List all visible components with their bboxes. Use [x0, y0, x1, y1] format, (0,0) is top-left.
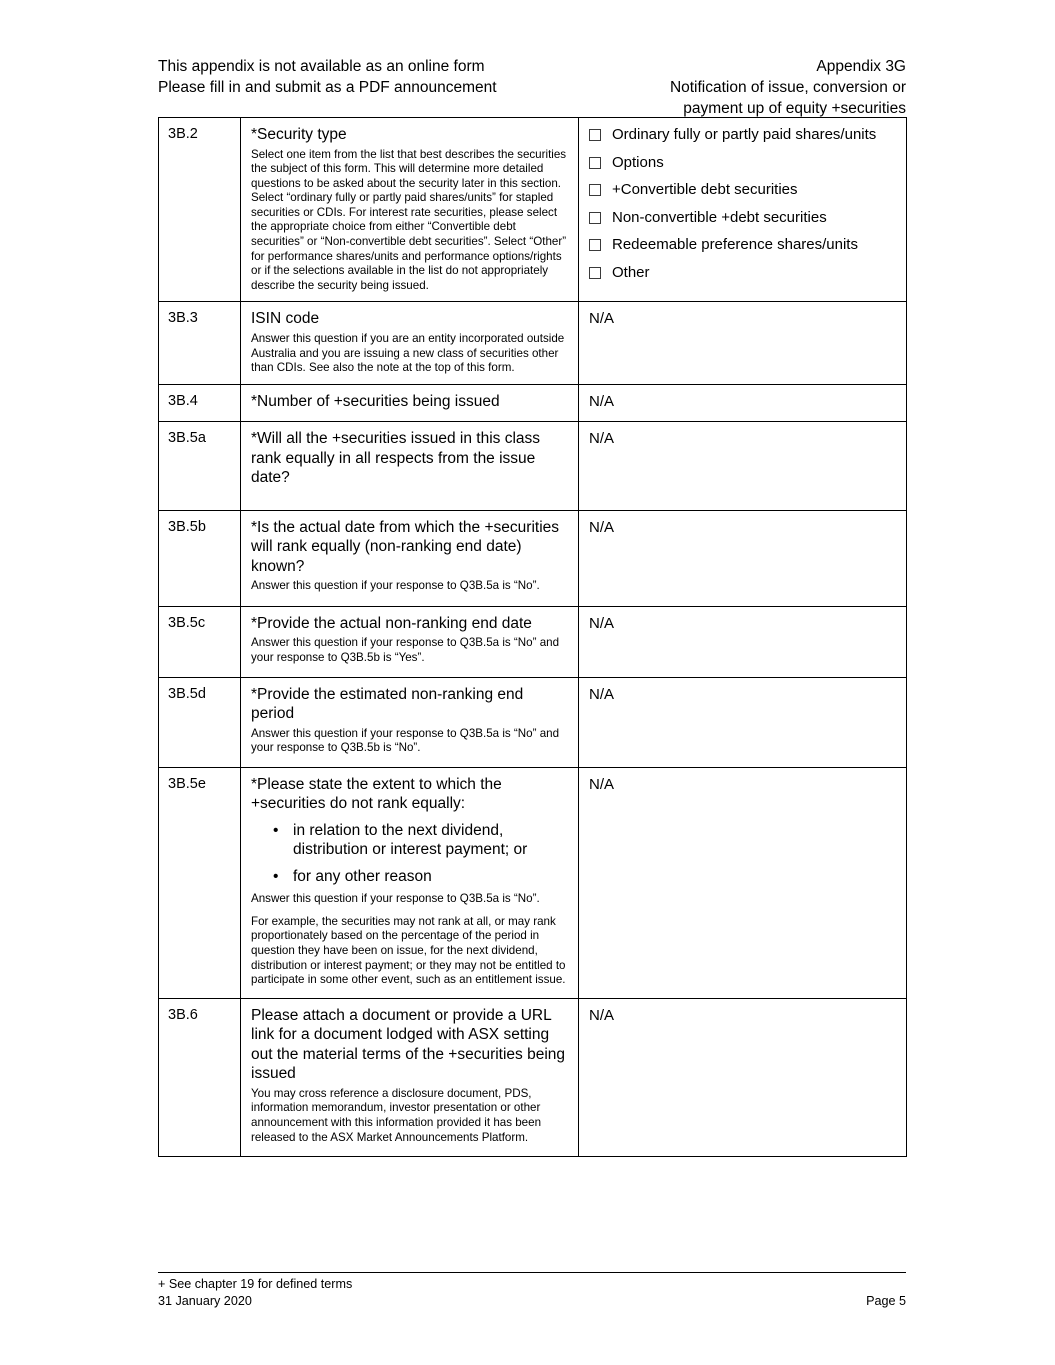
option-label: Ordinary fully or partly paid shares/units	[612, 126, 877, 143]
option-label: +Convertible debt securities	[612, 181, 798, 198]
row-ref: 3B.5b	[168, 518, 206, 535]
answer-value: N/A	[589, 518, 615, 536]
bullet-item	[273, 867, 570, 887]
checkbox-icon[interactable]	[589, 212, 601, 224]
question-title: *Will all the +securities issued in this class rank equally in all respects from the issue date?	[251, 430, 541, 487]
form-table	[158, 117, 907, 1157]
row-question-cell	[241, 606, 579, 677]
row-ref-cell	[159, 422, 241, 511]
question-note-secondary: For example, the securities may not rank at all, or may rank proportionately based on the percentage of the period in question they have been on issue, for the next dividend, distribution or interest payment; or they may not be entitled to participate in some other event, such as an entitlement issue.	[251, 914, 566, 987]
header-right-line2: Notification of issue, conversion or	[669, 79, 906, 96]
row-ref-cell	[159, 767, 241, 998]
row-ref: 3B.5c	[168, 614, 206, 631]
table-row	[159, 677, 907, 767]
table-row	[159, 510, 907, 606]
row-ref: 3B.3	[168, 310, 198, 327]
row-answer-cell[interactable]	[579, 118, 907, 302]
option-row[interactable]	[589, 153, 898, 172]
question-title: ISIN code	[251, 310, 320, 328]
answer-value: N/A	[589, 685, 615, 703]
document-header	[158, 56, 906, 119]
row-answer-cell[interactable]	[579, 422, 907, 511]
row-answer-cell[interactable]	[579, 302, 907, 384]
row-answer-cell[interactable]	[579, 384, 907, 422]
table-row	[159, 302, 907, 384]
footer-line-2	[158, 1293, 906, 1310]
question-title: *Provide the estimated non-ranking end period	[251, 685, 524, 722]
question-note: Answer this question if you are an entity incorporated outside Australia and you are issuing a new class of securities other than CDIs. See also the note at the top of this form.	[251, 331, 565, 375]
row-ref: 3B.6	[168, 1006, 198, 1023]
table-row	[159, 422, 907, 511]
row-ref-cell	[159, 302, 241, 384]
question-note: You may cross reference a disclosure document, PDS, information memorandum, investor presentation or other announcement with this information provided it has been released to the ASX Market Announcements Platform.	[251, 1086, 542, 1144]
table-row	[159, 998, 907, 1156]
header-left-block	[158, 56, 497, 98]
table-row	[159, 384, 907, 422]
row-ref: 3B.5e	[168, 775, 206, 792]
row-ref-cell	[159, 118, 241, 302]
row-ref-cell	[159, 510, 241, 606]
row-question-cell	[241, 422, 579, 511]
row-ref: 3B.4	[168, 392, 198, 409]
table-row	[159, 606, 907, 677]
bullet-dot-icon: •	[273, 821, 279, 839]
row-answer-cell[interactable]	[579, 767, 907, 998]
checkbox-icon[interactable]	[589, 267, 601, 279]
question-title: *Is the actual date from which the +securities will rank equally (non-ranking end date) known?	[251, 518, 560, 575]
footer-date: 31 January 2020	[158, 1294, 252, 1308]
row-answer-cell[interactable]	[579, 677, 907, 767]
checkbox-icon[interactable]	[589, 184, 601, 196]
question-note: Answer this question if your response to Q3B.5a is “No”.	[251, 579, 540, 593]
row-question-cell	[241, 384, 579, 422]
appendix-title: Appendix 3G	[816, 58, 906, 75]
answer-value: N/A	[589, 310, 615, 328]
row-answer-cell[interactable]	[579, 606, 907, 677]
page-number: Page 5	[866, 1294, 906, 1308]
row-ref: 3B.5d	[168, 685, 206, 702]
header-left-line2: Please fill in and submit as a PDF announcement	[158, 79, 497, 96]
row-question-cell	[241, 302, 579, 384]
question-title: *Provide the actual non-ranking end date	[251, 614, 532, 632]
row-ref-cell	[159, 606, 241, 677]
row-ref-cell	[159, 384, 241, 422]
option-label: Redeemable preference shares/units	[612, 236, 858, 253]
row-answer-cell[interactable]	[579, 510, 907, 606]
defined-terms-note: + See chapter 19 for defined terms	[158, 1277, 353, 1291]
option-row[interactable]	[589, 235, 898, 254]
row-ref-cell	[159, 677, 241, 767]
row-question-cell	[241, 510, 579, 606]
bullet-item	[273, 821, 570, 860]
option-row[interactable]	[589, 263, 898, 282]
option-label: Options	[612, 153, 664, 171]
question-bullet-list	[251, 821, 570, 887]
security-type-option-list	[589, 125, 898, 282]
row-question-cell	[241, 767, 579, 998]
question-note: Select one item from the list that best describes the securities the subject of this form. This will determine more detailed questions to be asked about the security later in this section. Select “ordinary fully or partly paid shares/units” for stapled securities or CDIs. For interest rate securities, please select the appropriate choice from either “Convertible debt securities” or “Non-convertible debt securities”. Select “Other” for performance shares/units and performance options/rights or if the selections available in the list do not appropriately describe the security being issued.	[251, 147, 567, 292]
answer-value: N/A	[589, 775, 615, 793]
row-question-cell	[241, 118, 579, 302]
header-right-line3: payment up of equity +securities	[683, 100, 906, 117]
row-question-cell	[241, 677, 579, 767]
checkbox-icon[interactable]	[589, 239, 601, 251]
option-label: Other	[612, 263, 650, 281]
option-row[interactable]	[589, 208, 898, 227]
bullet-text: for any other reason	[293, 867, 432, 885]
answer-value: N/A	[589, 430, 615, 448]
option-row[interactable]	[589, 125, 898, 144]
question-title: *Security type	[251, 126, 347, 143]
option-row[interactable]	[589, 180, 898, 199]
question-note: Answer this question if your response to Q3B.5a is “No” and your response to Q3B.5b is “No”.	[251, 726, 560, 755]
header-right-block	[670, 56, 906, 119]
row-ref: 3B.2	[168, 126, 198, 142]
question-note: Answer this question if your response to Q3B.5a is “No” and your response to Q3B.5b is “Yes”.	[251, 636, 560, 664]
footer-line-1	[158, 1276, 906, 1293]
row-answer-cell[interactable]	[579, 998, 907, 1156]
option-label: Non-convertible +debt securities	[612, 208, 827, 226]
checkbox-icon[interactable]	[589, 129, 601, 141]
answer-value: N/A	[589, 392, 615, 410]
row-question-cell	[241, 998, 579, 1156]
table-row	[159, 118, 907, 302]
table-row	[159, 767, 907, 998]
answer-value: N/A	[589, 614, 615, 632]
row-ref: 3B.5a	[168, 430, 206, 447]
question-title: *Number of +securities being issued	[251, 392, 500, 410]
question-title: *Please state the extent to which the +securities do not rank equally:	[251, 775, 502, 813]
bullet-text: in relation to the next dividend, distribution or interest payment; or	[293, 821, 528, 859]
footer-divider	[158, 1272, 906, 1273]
header-left-line1: This appendix is not available as an online form	[158, 58, 485, 75]
bullet-dot-icon: •	[273, 867, 279, 885]
answer-value: N/A	[589, 1006, 615, 1024]
question-note: Answer this question if your response to Q3B.5a is “No”.	[251, 892, 540, 906]
question-title: Please attach a document or provide a URL link for a document lodged with ASX setting out the material terms of the +securities being issued	[251, 1006, 566, 1083]
row-ref-cell	[159, 998, 241, 1156]
document-footer	[158, 1276, 906, 1310]
checkbox-icon[interactable]	[589, 157, 601, 169]
